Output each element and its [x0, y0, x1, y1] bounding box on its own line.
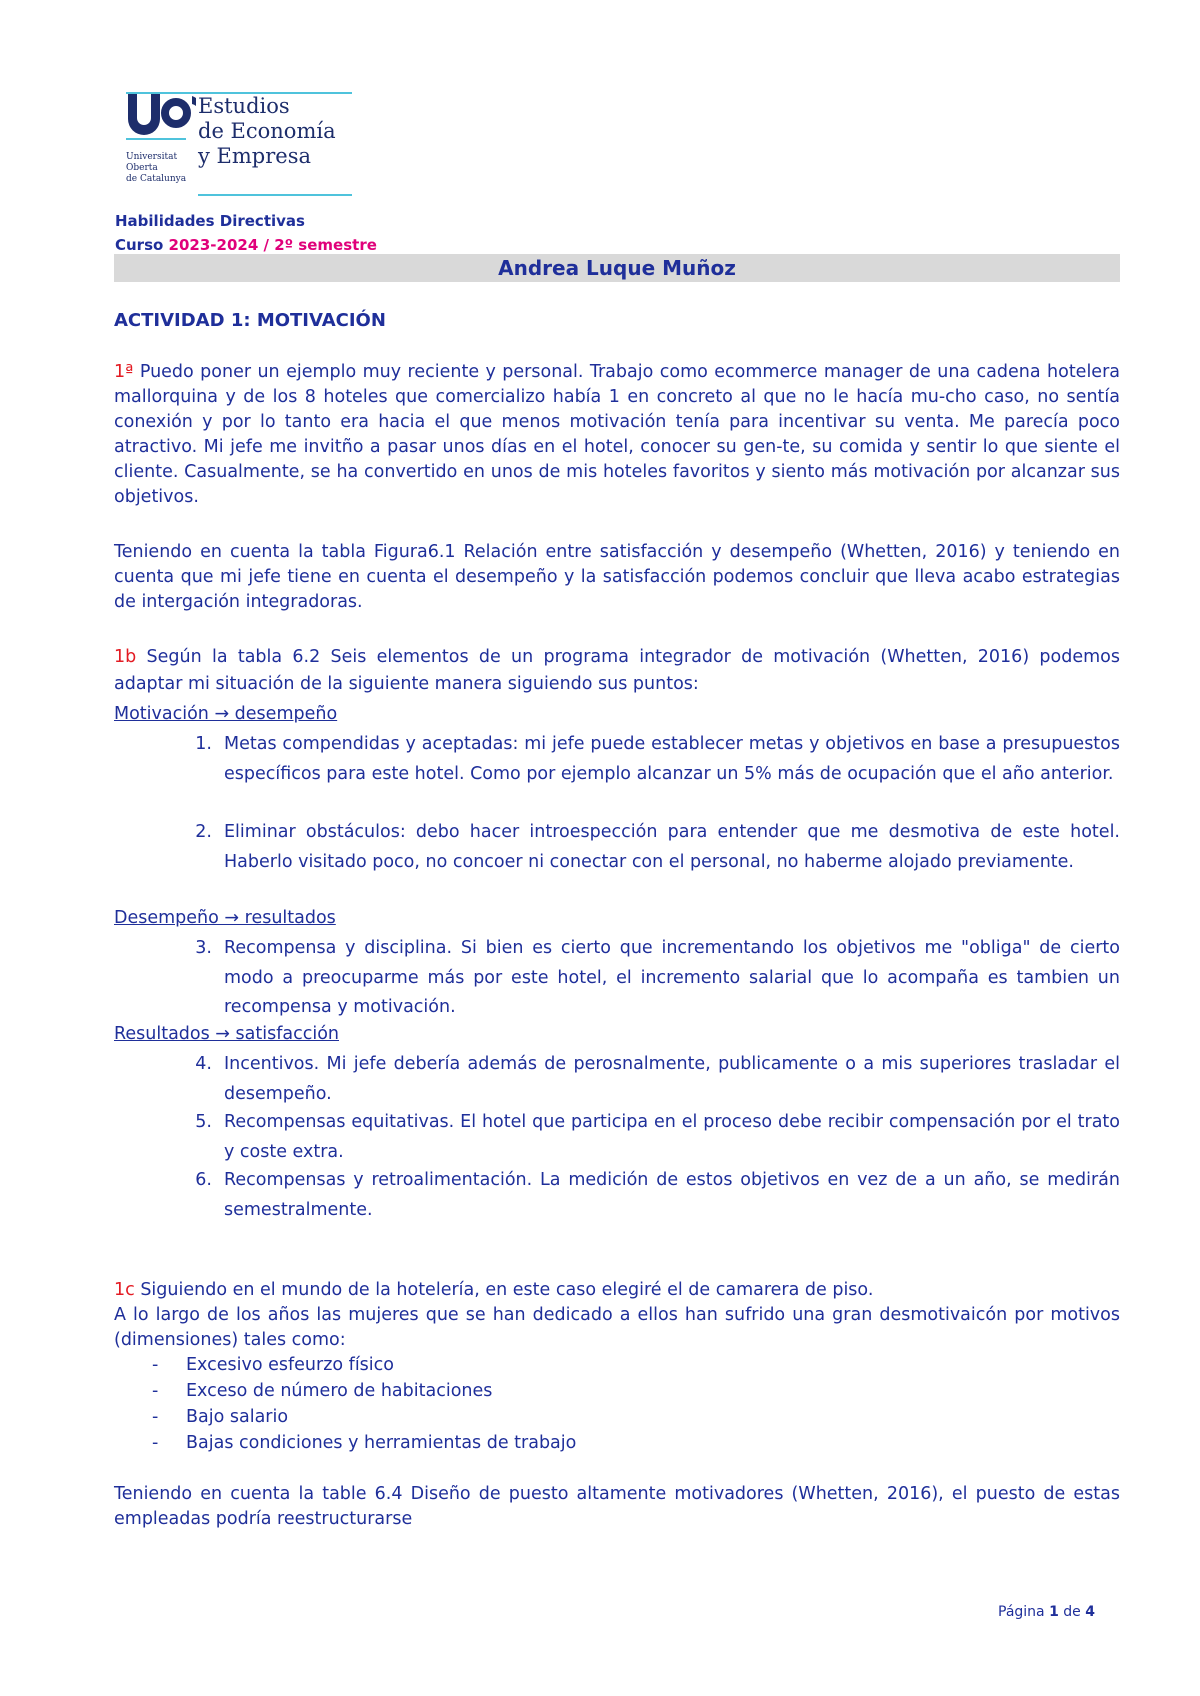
section-1a-marker: 1ª [114, 362, 134, 382]
bullet-item: - Excesivo esfeurzo físico [152, 1355, 394, 1375]
heading-results-satisfaction: Resultados → satisfacción [114, 1024, 339, 1044]
section-1c-marker: 1c [114, 1280, 135, 1300]
subject-title: Habilidades Directivas [115, 212, 305, 230]
author-name: Andrea Luque Muñoz [498, 256, 736, 280]
bullet-item: - Exceso de número de habitaciones [152, 1381, 493, 1401]
activity-title: ACTIVIDAD 1: MOTIVACIÓN [114, 310, 386, 331]
course-years: 2023-2024 / 2º semestre [168, 236, 377, 254]
faculty-name: Estudios de Economía y Empresa [198, 94, 336, 168]
author-bar [114, 254, 1120, 282]
logo-bottom-line [198, 194, 352, 196]
uoc-logo-mark [126, 92, 196, 152]
bullet-item: - Bajo salario [152, 1407, 289, 1427]
faculty-logo [126, 92, 352, 198]
section-1c-line: 1c Siguiendo en el mundo de la hotelería, en este caso elegiré el de camarera de piso. [114, 1280, 874, 1300]
list-item: 6. Recompensas y retroalimentación. La medición de estos objetivos en vez de a un año, se medirán semestralmente. [195, 1170, 1120, 1220]
list-item: 5. Recompensas equitativas. El hotel que participa en el proceso debe recibir compensación por el trato y coste extra. [195, 1112, 1120, 1162]
heading-performance-results: Desempeño → resultados [114, 908, 336, 928]
list-item: 1. Metas compendidas y aceptadas: mi jefe puede establecer metas y objetivos en base a presupuestos específicos para este hotel. Como por ejemplo alcanzar un 5% más de ocupación que el año anterior. [195, 734, 1120, 784]
bullet-item: - Bajas condiciones y herramientas de trabajo [152, 1433, 577, 1453]
list-item: 2. Eliminar obstáculos: debo hacer introespección para entender que me desmotiva de este hotel. Haberlo visitado poco, no concoer ni conectar con el personal, no haberme alojado previamente. [195, 822, 1120, 872]
section-1a-paragraph: 1ª Puedo poner un ejemplo muy reciente y personal. Trabajo como ecommerce manager de una cadena hotelera mallorquina y de los 8 hoteles que comercializo había 1 en concreto al que no le hacía mu-cho caso, no sentía conexión y por lo tanto era hacia el que menos motivación tenía para incentivar su venta. Me parecía poco atractivo. Mi jefe me invitño a pasar unos días en el hotel, conocer su gen-te, su comida y sentir lo que siente el cliente. Casualmente, se ha convertido en unos de mis hoteles favoritos y siento más motivación por alcanzar sus objetivos. [114, 362, 1120, 507]
course-label: Curso [115, 236, 169, 254]
section-1a-paragraph-2: Teniendo en cuenta la tabla Figura6.1 Relación entre satisfacción y desempeño (Whetten, 2016) y teniendo en cuenta que mi jefe tiene en cuenta el desempeño y la satisfacción podemos concluir que lleva acabo estrategias de intergación integradoras. [114, 542, 1120, 612]
course-line [115, 236, 377, 254]
list-item: 4. Incentivos. Mi jefe debería además de perosnalmente, publicamente o a mis superiores trasladar el desempeño. [195, 1054, 1120, 1104]
page-number: Página 1 de 4 [998, 1604, 1095, 1620]
university-name: Universitat Oberta de Catalunya [126, 152, 187, 184]
section-1b-intro: 1b Según la tabla 6.2 Seis elementos de un programa integrador de motivación (Whetten, 2016) podemos adaptar mi situación de la siguiente manera siguiendo sus puntos: [114, 647, 1120, 694]
section-1c-paragraph: A lo largo de los años las mujeres que se han dedicado a ellos han sufrido una gran desmotivaicón por motivos (dimensiones) tales como: [114, 1305, 1120, 1350]
heading-motivation-performance: Motivación → desempeño [114, 704, 338, 724]
list-item: 3. Recompensa y disciplina. Si bien es cierto que incrementando los objetivos me "obliga" de cierto modo a preocuparme más por este hotel, el incremento salarial que lo acompaña es tambien un recompensa y motivación. [195, 938, 1120, 1017]
logo-accent-line [126, 138, 186, 140]
section-1b-marker: 1b [114, 647, 137, 667]
section-1c-paragraph-2: Teniendo en cuenta la table 6.4 Diseño de puesto altamente motivadores (Whetten, 2016), el puesto de estas empleadas podría reestructurarse [114, 1484, 1120, 1529]
